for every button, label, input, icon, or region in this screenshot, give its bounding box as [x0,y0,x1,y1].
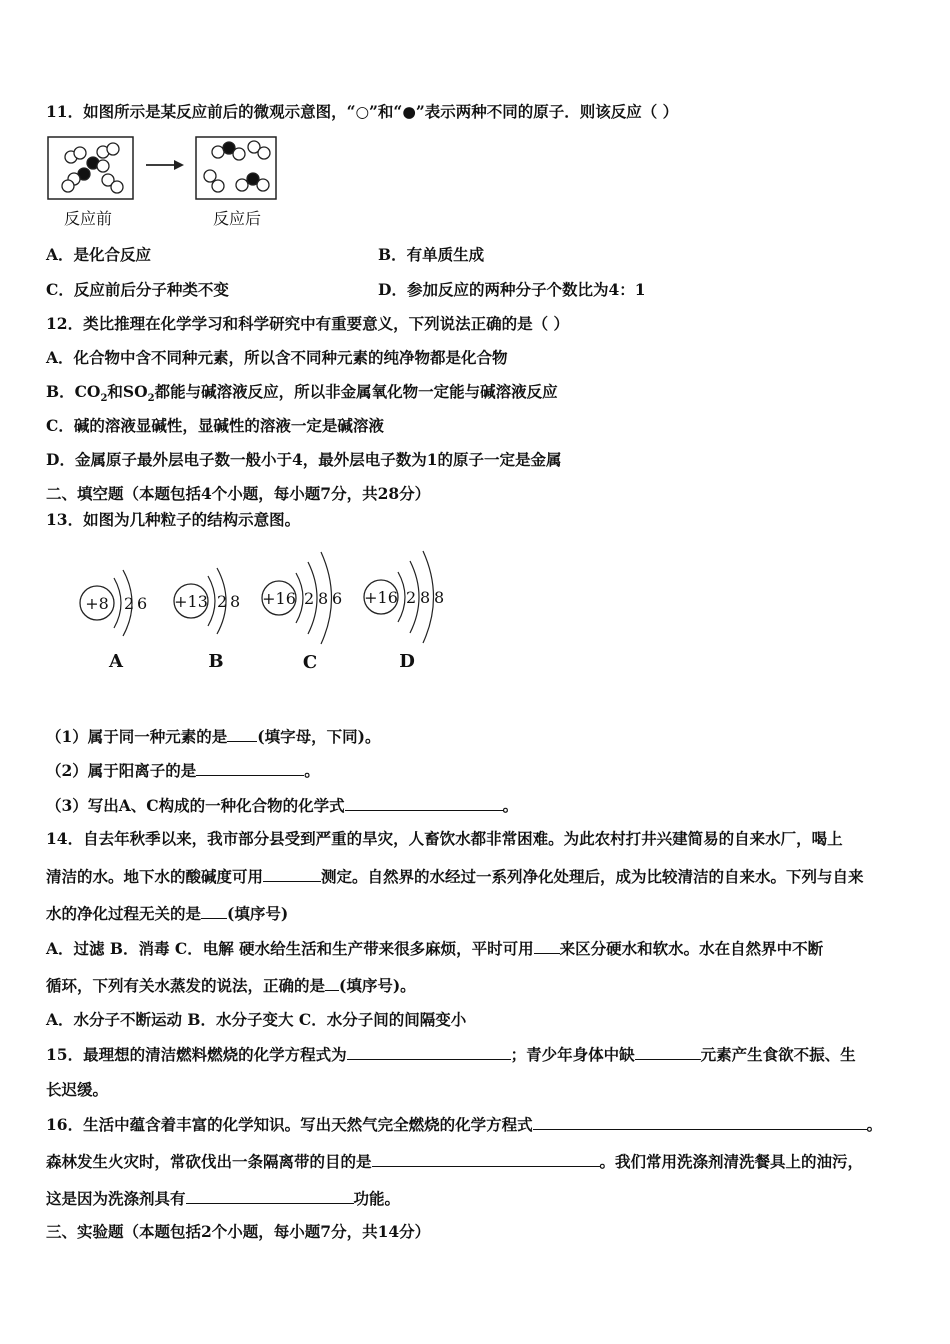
q15-line-2: 长迟缓。 [46,1080,109,1099]
answer-blank[interactable] [534,938,560,954]
particle-c-shell-2: 8 [318,589,329,608]
particle-c-letter: C [302,652,318,673]
particle-a-letter: A [109,651,123,672]
q11-option-c: C．反应前后分子种类不变 [46,280,229,299]
answer-blank[interactable] [325,975,339,991]
particle-a-shell-1: 2 [124,594,135,613]
q11-option-a: A．是化合反应 [46,245,152,264]
particle-a-shell-2: 6 [137,594,148,613]
q14-line-6: A．水分子不断运动 B．水分子变大 C．水分子间的间隔变小 [46,1010,467,1029]
q11-reaction-diagram [46,134,286,230]
q16-line-2: 森林发生火灾时，常砍伐出一条隔离带的目的是 。我们常用洗涤剂清洗餐具上的油污， [46,1152,864,1171]
answer-blank[interactable] [196,760,304,776]
particle-a [80,570,147,672]
q11-option-d: D．参加反应的两种分子个数比为4：1 [378,280,646,299]
q14-line-1: 14．自去年秋季以来，我市部分县受到严重的旱灾，人畜饮水都非常困难。为此农村打井兴建简易的自来水厂，喝上 [46,829,843,848]
answer-blank[interactable] [635,1044,701,1060]
particle-d-shell-1: 2 [406,588,417,607]
q14-line-3: 水的净化过程无关的是 (填序号) [46,904,289,923]
particle-c [262,552,342,673]
answer-blank[interactable] [533,1114,867,1130]
q12-option-a: A．化合物中含不同种元素，所以含不同种元素的纯净物都是化合物 [46,348,508,367]
particle-b-shell-1: 2 [217,592,228,611]
q14-line-2: 清洁的水。地下水的酸碱度可用 测定。自然界的水经过一系列净化处理后，成为比较清洁的自来水。下列与自来 [46,867,864,886]
particle-b [174,568,240,672]
q12-option-b: B．$CO_2$和$SO_2$都能与碱溶液反应，所以非金属氧化物一定能与碱溶液反应 [46,382,558,405]
answer-blank[interactable] [372,1151,600,1167]
arrow-head [174,160,184,170]
q14-line-4: A．过滤 B．消毒 C．电解 硬水给生活和生产带来很多麻烦，平时可用 来区分硬水和软水。水在自然界中不断 [46,939,824,958]
answer-blank[interactable] [345,795,503,811]
section-3-heading: 三、实验题（本题包括2个小题，每小题7分，共14分） [46,1222,431,1241]
q13-stem: 13．如图为几种粒子的结构示意图。 [46,510,301,529]
particle-c-shell-3: 6 [332,589,343,608]
q12-option-d: D．金属原子最外层电子数一般小于4，最外层电子数为1的原子一定是金属 [46,450,562,469]
q11-option-row-1 [46,245,151,265]
answer-blank[interactable] [186,1188,354,1204]
q12-option-c: C．碱的溶液显碱性，显碱性的溶液一定是碱溶液 [46,416,384,435]
q11-stem: 11．如图所示是某反应前后的微观示意图，“○”和“●”表示两种不同的原子．则该反应（ ） [46,102,679,121]
label-after: 反应后 [213,209,262,228]
answer-blank[interactable] [263,866,321,882]
label-before: 反应前 [64,209,113,228]
q16-line-1: 16．生活中蕴含着丰富的化学知识。写出天然气完全燃烧的化学方程式 。 [46,1115,883,1134]
q12-stem: 12．类比推理在化学学习和科学研究中有重要意义，下列说法正确的是（ ） [46,314,569,333]
particle-b-letter: B [208,651,224,672]
particle-d [364,551,444,672]
q13-particle-diagrams [70,540,460,680]
particle-d-nucleus: +16 [364,588,398,607]
q16-line-3: 这是因为洗涤剂具有 功能。 [46,1189,401,1208]
particle-a-nucleus: +8 [85,594,109,613]
particle-d-shell-3: 8 [434,588,445,607]
section-2-heading: 二、填空题（本题包括4个小题，每小题7分，共28分） [46,484,431,503]
q15-line-1: 15．最理想的清洁燃料燃烧的化学方程式为 ；青少年身体中缺 元素产生食欲不振、生 [46,1045,856,1064]
particle-d-shell-2: 8 [420,588,431,607]
particle-c-shell-1: 2 [304,589,315,608]
answer-blank[interactable] [347,1044,511,1060]
particle-b-nucleus: +13 [174,592,208,611]
answer-blank[interactable] [227,726,257,742]
particle-c-nucleus: +16 [262,589,296,608]
q13-part-1: （1）属于同一种元素的是 (填字母，下同)。 [46,727,381,746]
particle-d-letter: D [399,651,415,672]
q13-part-3: （3）写出A、C构成的一种化合物的化学式 。 [46,796,519,815]
q13-part-2: （2）属于阳离子的是 。 [46,761,320,780]
q14-line-5: 循环，下列有关水蒸发的说法，正确的是 (填序号)。 [46,976,416,995]
q11-option-b: B．有单质生成 [378,245,485,264]
answer-blank[interactable] [201,903,227,919]
reaction-molecules-figure [46,134,286,204]
particle-b-shell-2: 8 [230,592,241,611]
